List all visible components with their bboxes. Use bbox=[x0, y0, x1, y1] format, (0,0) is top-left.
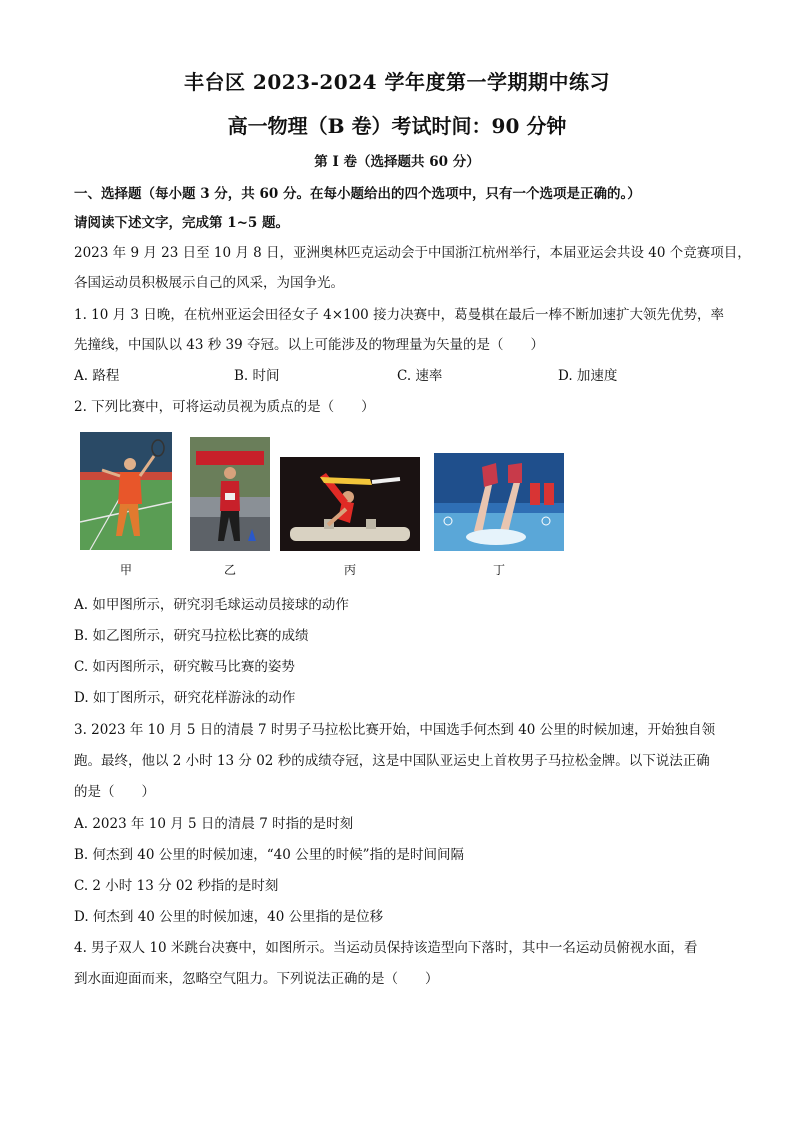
q3-option-c: C. 2 小时 13 分 02 秒指的是时刻 bbox=[74, 878, 279, 894]
exam-subtitle: 高一物理（B 卷）考试时间：90 分钟 bbox=[227, 114, 567, 138]
q3-stem-line-3: 的是（ ） bbox=[74, 784, 155, 800]
q3-option-b: B. 何杰到 40 公里的时候加速，“40 公里的时候”指的是时间间隔 bbox=[74, 847, 465, 863]
pommel-horse-photo bbox=[280, 457, 420, 551]
passage-line-1: 2023 年 9 月 23 日至 10 月 8 日，亚洲奥林匹克运动会于中国浙江杭州举行，本届亚运会共设 40 个竞赛项目， bbox=[74, 245, 751, 261]
q1-option-b: B. 时间 bbox=[234, 368, 280, 384]
badminton-photo bbox=[80, 432, 172, 550]
q3-stem-line-2: 跑。最终，他以 2 小时 13 分 02 秒的成绩夺冠，这是中国队亚运史上首枚男子马拉松金牌。以下说法正确 bbox=[74, 753, 710, 769]
marathon-photo bbox=[190, 437, 270, 551]
artistic-swimming-photo bbox=[434, 453, 564, 551]
q1-option-a: A. 路程 bbox=[74, 368, 120, 384]
caption-yi: 乙 bbox=[223, 563, 236, 577]
section-heading: 第 I 卷（选择题共 60 分） bbox=[314, 154, 480, 170]
caption-bing: 丙 bbox=[343, 563, 356, 577]
passage-line-2: 各国运动员积极展示自己的风采，为国争光。 bbox=[74, 275, 344, 291]
exam-title: 丰台区 2023-2024 学年度第一学期期中练习 bbox=[183, 70, 611, 94]
q2-option-c: C. 如丙图所示，研究鞍马比赛的姿势 bbox=[74, 659, 295, 675]
q1-stem-line-1: 1. 10 月 3 日晚，在杭州亚运会田径女子 4×100 接力决赛中，葛曼棋在最后一棒不断加速扩大领先优势，率 bbox=[74, 307, 725, 323]
q4-stem-line-1: 4. 男子双人 10 米跳台决赛中，如图所示。当运动员保持该造型向下落时，其中一名运动员俯视水面，看 bbox=[74, 940, 698, 956]
caption-jia: 甲 bbox=[119, 563, 132, 577]
q1-option-d: D. 加速度 bbox=[558, 368, 618, 384]
part-instructions: 一、选择题（每小题 3 分，共 60 分。在每小题给出的四个选项中，只有一个选项是正确的。） bbox=[74, 186, 641, 202]
q2-option-a: A. 如甲图所示，研究羽毛球运动员接球的动作 bbox=[74, 597, 349, 613]
q1-stem-line-2: 先撞线，中国队以 43 秒 39 夺冠。以上可能涉及的物理量为矢量的是（ ） bbox=[74, 337, 545, 353]
reading-instructions: 请阅读下述文字，完成第 1~5 题。 bbox=[74, 215, 289, 231]
q2-stem: 2. 下列比赛中，可将运动员视为质点的是（ ） bbox=[74, 399, 375, 415]
q1-option-c: C. 速率 bbox=[397, 368, 443, 384]
caption-ding: 丁 bbox=[492, 563, 505, 577]
q3-option-a: A. 2023 年 10 月 5 日的清晨 7 时指的是时刻 bbox=[74, 816, 354, 832]
q3-option-d: D. 何杰到 40 公里的时候加速，40 公里指的是位移 bbox=[74, 909, 384, 925]
q4-stem-line-2: 到水面迎面而来，忽略空气阻力。下列说法正确的是（ ） bbox=[74, 971, 439, 987]
q3-stem-line-1: 3. 2023 年 10 月 5 日的清晨 7 时男子马拉松比赛开始，中国选手何杰到 40 公里的时候加速，开始独自领 bbox=[74, 722, 716, 738]
q2-option-d: D. 如丁图所示，研究花样游泳的动作 bbox=[74, 690, 296, 706]
q2-option-b: B. 如乙图所示，研究马拉松比赛的成绩 bbox=[74, 628, 309, 644]
